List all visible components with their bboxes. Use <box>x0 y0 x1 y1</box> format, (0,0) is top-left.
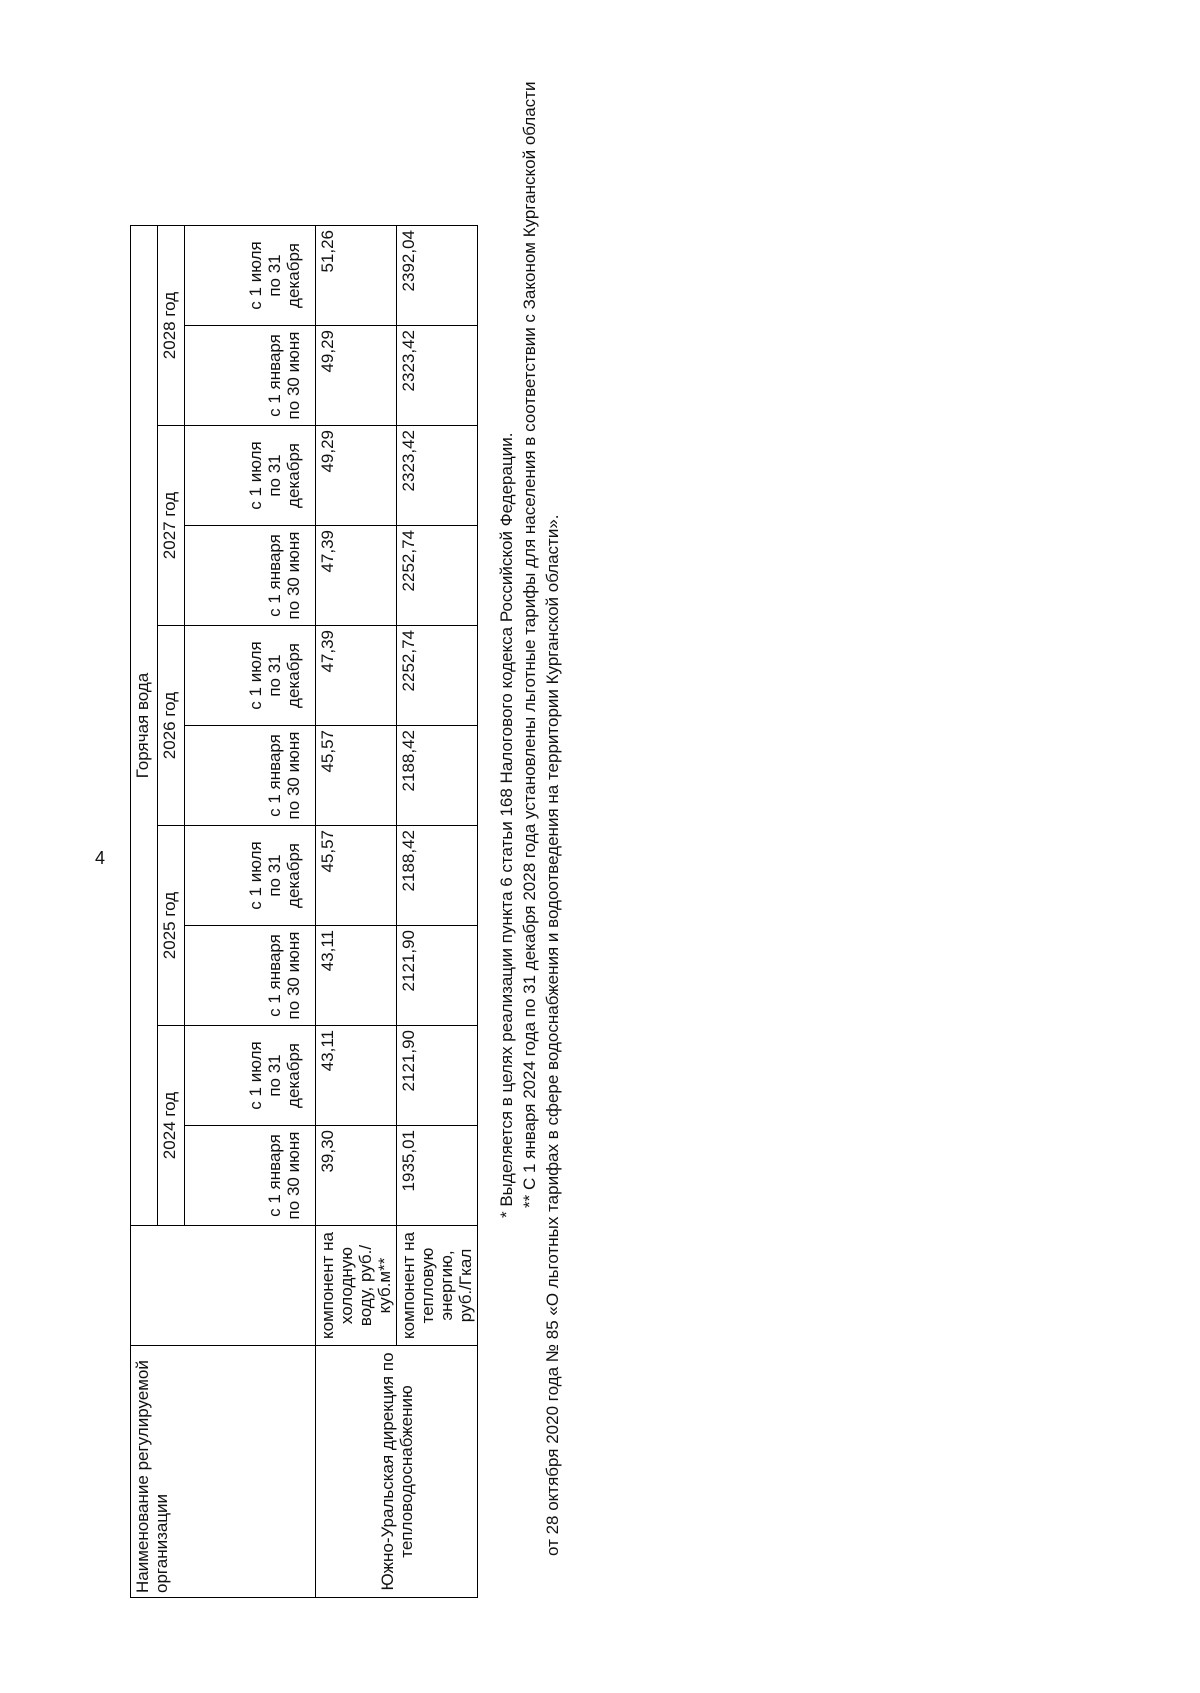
period-header: с 1 января по 30 июня <box>185 326 316 426</box>
period-header: с 1 июля по 31 декабря <box>185 426 316 526</box>
tariff-value: 43,11 <box>316 1026 397 1126</box>
tariff-value: 47,39 <box>316 626 397 726</box>
tariff-value: 2252,74 <box>397 626 478 726</box>
page-number: 4 <box>95 848 106 868</box>
tariff-value: 2392,04 <box>397 226 478 326</box>
rotated-page-content <box>112 81 672 1598</box>
tariff-value: 49,29 <box>316 326 397 426</box>
org-name-header: Наименование регулируемой организации <box>131 1346 316 1598</box>
footnote-2-continued: от 28 октября 2020 года № 85 «О льготных тарифах в сфере водоснабжения и водоотведения на территории Курганской области». <box>543 514 562 1556</box>
period-header: с 1 января по 30 июня <box>185 926 316 1026</box>
tariff-value: 51,26 <box>316 226 397 326</box>
period-header: с 1 января по 30 июня <box>185 726 316 826</box>
tariff-value: 39,30 <box>316 1126 397 1226</box>
component-heat-energy: компонент на тепловую энергию, руб./Гкал <box>397 1226 478 1346</box>
period-header: с 1 января по 30 июня <box>185 1126 316 1226</box>
period-header: с 1 июля по 31 декабря <box>185 626 316 726</box>
period-header: с 1 января по 30 июня <box>185 526 316 626</box>
tariff-value: 43,11 <box>316 926 397 1026</box>
tariff-value: 2323,42 <box>397 326 478 426</box>
footnote-1: * Выделяется в целях реализации пункта 6 статьи 168 Налогового кодекса Российской Федерации. <box>497 432 516 1218</box>
tariff-value: 1935,01 <box>397 1126 478 1226</box>
tariff-value: 2188,42 <box>397 826 478 926</box>
tariff-value: 2252,74 <box>397 526 478 626</box>
tariff-value: 2323,42 <box>397 426 478 526</box>
tariff-table <box>130 225 478 1598</box>
hot-water-header: Горячая вода <box>131 226 158 1226</box>
tariff-value: 45,57 <box>316 726 397 826</box>
org-name: Южно-Уральская дирекция по тепловодоснабжению <box>316 1346 478 1598</box>
year-header: 2024 год <box>158 1026 185 1226</box>
year-header: 2028 год <box>158 226 185 426</box>
component-header-cell <box>131 1226 316 1346</box>
tariff-value: 2121,90 <box>397 1026 478 1126</box>
period-header: с 1 июля по 31 декабря <box>185 826 316 926</box>
component-cold-water: компонент на холодную воду, руб./куб.м** <box>316 1226 397 1346</box>
year-header: 2026 год <box>158 626 185 826</box>
tariff-value: 45,57 <box>316 826 397 926</box>
footnote-2: ** С 1 января 2024 года по 31 декабря 2028 года установлены льготные тарифы для населения в соответствии с Законом Курганской области <box>520 81 539 1208</box>
year-header: 2027 год <box>158 426 185 626</box>
period-header: с 1 июля по 31 декабря <box>185 1026 316 1126</box>
tariff-value: 2121,90 <box>397 926 478 1026</box>
tariff-value: 47,39 <box>316 526 397 626</box>
period-header: с 1 июля по 31 декабря <box>185 226 316 326</box>
tariff-value: 49,29 <box>316 426 397 526</box>
tariff-value: 2188,42 <box>397 726 478 826</box>
year-header: 2025 год <box>158 826 185 1026</box>
